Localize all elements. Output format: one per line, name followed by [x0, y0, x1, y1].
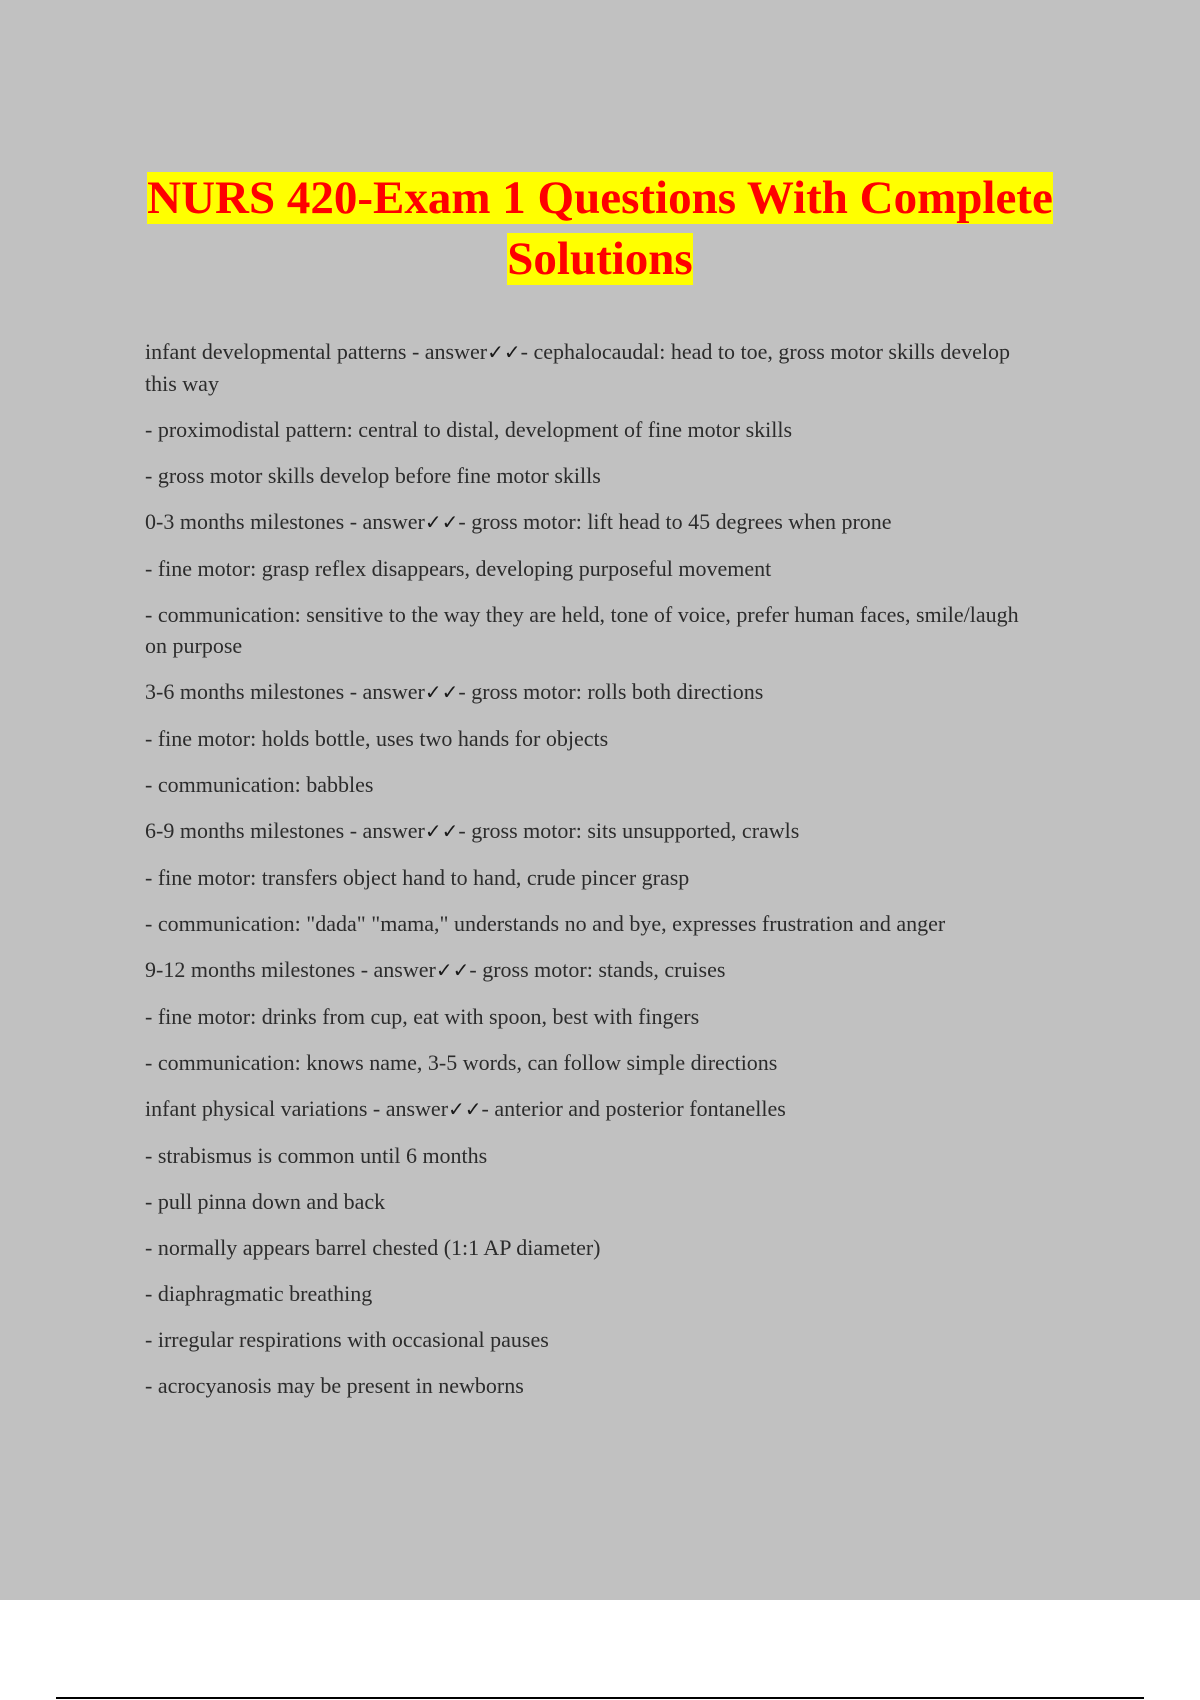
answer-line: - communication: sensitive to the way they are held, tone of voice, prefer human faces, smile/laugh on purpose: [145, 602, 1019, 658]
answer-label: answer: [373, 957, 436, 982]
double-check-icon: ✓✓: [487, 340, 521, 364]
answer-line: - communication: "dada" "mama," understands no and bye, expresses frustration and anger: [145, 911, 946, 936]
answer-text: - gross motor: rolls both directions: [458, 679, 764, 704]
answer-line: - irregular respirations with occasional pauses: [145, 1327, 549, 1352]
title-line-2: Solutions: [507, 233, 693, 285]
footer-divider: [56, 1697, 1144, 1699]
answer-label: answer: [362, 679, 425, 704]
document-body: [145, 336, 1045, 1401]
answer-label: answer: [424, 339, 488, 364]
answer-line: - gross motor skills develop before fine motor skills: [145, 463, 601, 488]
question-entry: [145, 1093, 1045, 1125]
answer-text: - cephalocaudal: head to toe, gross motor skills develop this way: [145, 339, 1010, 396]
answer-label: answer: [385, 1096, 449, 1121]
answer-line: - fine motor: holds bottle, uses two hands for objects: [145, 726, 609, 751]
double-check-icon: ✓✓: [424, 680, 459, 704]
answer-line: - fine motor: transfers object hand to hand, crude pincer grasp: [145, 865, 690, 890]
double-check-icon: ✓✓: [424, 819, 459, 843]
title-line-1: NURS 420-Exam 1 Questions With Complete: [147, 172, 1053, 224]
answer-line: - proximodistal pattern: central to distal, development of fine motor skills: [145, 417, 793, 442]
question-text: infant developmental patterns -: [145, 339, 425, 364]
answer-line: - communication: babbles: [145, 772, 374, 797]
double-check-icon: ✓✓: [435, 958, 470, 982]
document-title: [0, 168, 1200, 290]
question-entry: [145, 336, 1045, 399]
question-entry: [145, 954, 1045, 986]
question-text: 6-9 months milestones -: [145, 818, 363, 843]
answer-text: - gross motor: lift head to 45 degrees when prone: [458, 509, 892, 534]
answer-line: - normally appears barrel chested (1:1 AP diameter): [145, 1235, 601, 1260]
question-entry: [145, 676, 1045, 708]
double-check-icon: ✓✓: [424, 510, 459, 534]
answer-line: - pull pinna down and back: [145, 1189, 386, 1214]
answer-text: - gross motor: stands, cruises: [469, 957, 726, 982]
question-entry: [145, 506, 1045, 538]
answer-line: - fine motor: drinks from cup, eat with spoon, best with fingers: [145, 1004, 700, 1029]
question-text: 0-3 months milestones -: [145, 509, 363, 534]
answer-text: - anterior and posterior fontanelles: [481, 1096, 786, 1121]
question-text: infant physical variations -: [145, 1096, 386, 1121]
double-check-icon: ✓✓: [448, 1097, 482, 1121]
answer-label: answer: [362, 818, 425, 843]
question-entry: [145, 815, 1045, 847]
answer-line: - fine motor: grasp reflex disappears, developing purposeful movement: [145, 556, 772, 581]
answer-line: - acrocyanosis may be present in newborns: [145, 1373, 524, 1398]
answer-line: - strabismus is common until 6 months: [145, 1143, 488, 1168]
answer-line: - diaphragmatic breathing: [145, 1281, 373, 1306]
answer-text: - gross motor: sits unsupported, crawls: [458, 818, 800, 843]
question-text: 3-6 months milestones -: [145, 679, 363, 704]
answer-line: - communication: knows name, 3-5 words, can follow simple directions: [145, 1050, 778, 1075]
question-text: 9-12 months milestones -: [145, 957, 374, 982]
answer-label: answer: [362, 509, 425, 534]
